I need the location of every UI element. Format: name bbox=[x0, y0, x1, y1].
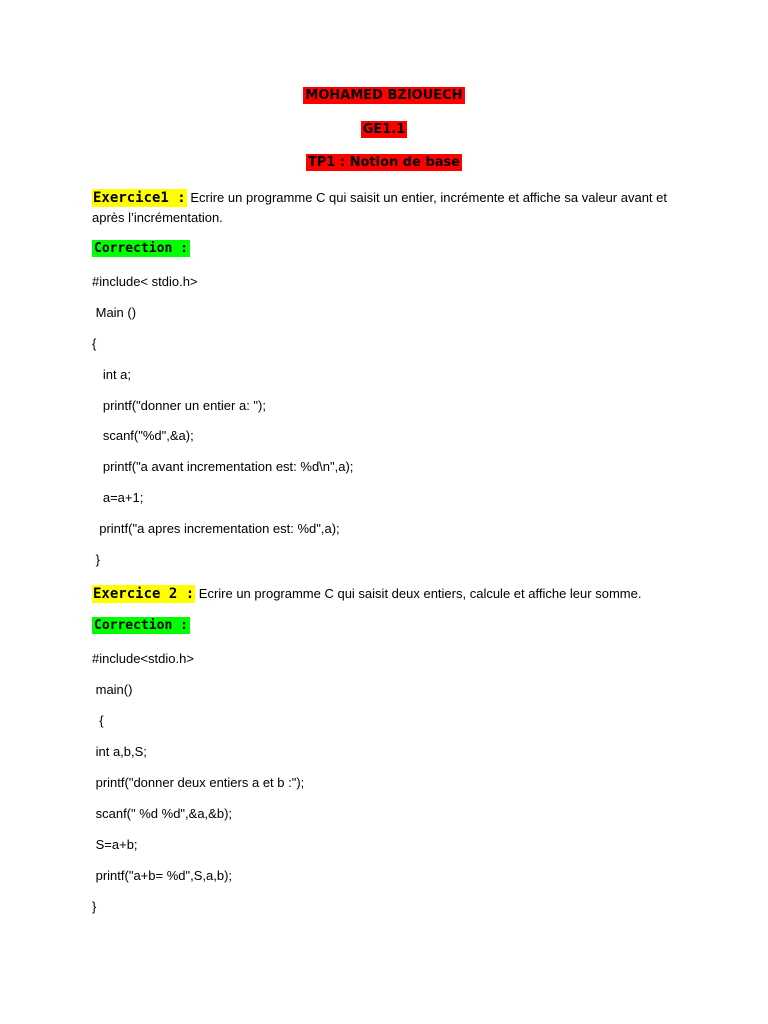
code-line: int a,b,S; bbox=[92, 744, 147, 759]
code-line: #include<stdio.h> bbox=[92, 651, 194, 666]
exercise-2-statement bbox=[92, 584, 692, 604]
code-line: printf("a+b= %d",S,a,b); bbox=[92, 868, 233, 883]
tp-heading bbox=[0, 154, 768, 172]
code-line: printf("donner un entier a: "); bbox=[92, 398, 266, 413]
class-name: GE1.1 bbox=[362, 122, 406, 137]
code-line: { bbox=[92, 336, 97, 351]
code-line: scanf(" %d %d",&a,&b); bbox=[92, 806, 233, 821]
exercise-2-text-line1: Ecrire un programme C qui saisit deux entiers, calcule et affiche leur somme. bbox=[195, 586, 642, 601]
code-line: printf("donner deux entiers a et b :"); bbox=[92, 775, 305, 790]
code-line: #include< stdio.h> bbox=[92, 274, 198, 289]
exercise-1-label: Exercice1 : bbox=[93, 190, 186, 206]
correction-1-heading bbox=[92, 240, 190, 258]
exercise-1-text-line1: Ecrire un programme C qui saisit un entier, incrémente et affiche sa valeur avant et bbox=[186, 190, 667, 205]
code-line: { bbox=[92, 713, 104, 728]
correction-2-heading bbox=[92, 617, 190, 635]
code-line: a=a+1; bbox=[92, 490, 144, 505]
exercise-1-statement-cont bbox=[92, 208, 692, 227]
correction-1-label: Correction : bbox=[94, 241, 188, 256]
code-line: scanf("%d",&a); bbox=[92, 428, 194, 443]
author-heading bbox=[0, 87, 768, 105]
code-line: printf("a apres incrementation est: %d",a); bbox=[92, 521, 340, 536]
exercise-2-label: Exercice 2 : bbox=[93, 586, 195, 602]
code-line: main() bbox=[92, 682, 133, 697]
code-line: printf("a avant incrementation est: %d\n",a); bbox=[92, 459, 354, 474]
author-name: MOHAMED BZIOUECH bbox=[305, 88, 463, 103]
code-line: } bbox=[92, 552, 100, 567]
code-line: S=a+b; bbox=[92, 837, 138, 852]
code-line: } bbox=[92, 899, 97, 914]
code-line: Main () bbox=[92, 305, 137, 320]
exercise-1-text-line2: après l’incrémentation. bbox=[92, 210, 223, 225]
code-line: int a; bbox=[92, 367, 132, 382]
correction-2-label: Correction : bbox=[94, 618, 188, 633]
tp-title: TP1 : Notion de base bbox=[307, 155, 461, 170]
class-heading bbox=[0, 121, 768, 139]
exercise-1-statement bbox=[92, 188, 692, 208]
